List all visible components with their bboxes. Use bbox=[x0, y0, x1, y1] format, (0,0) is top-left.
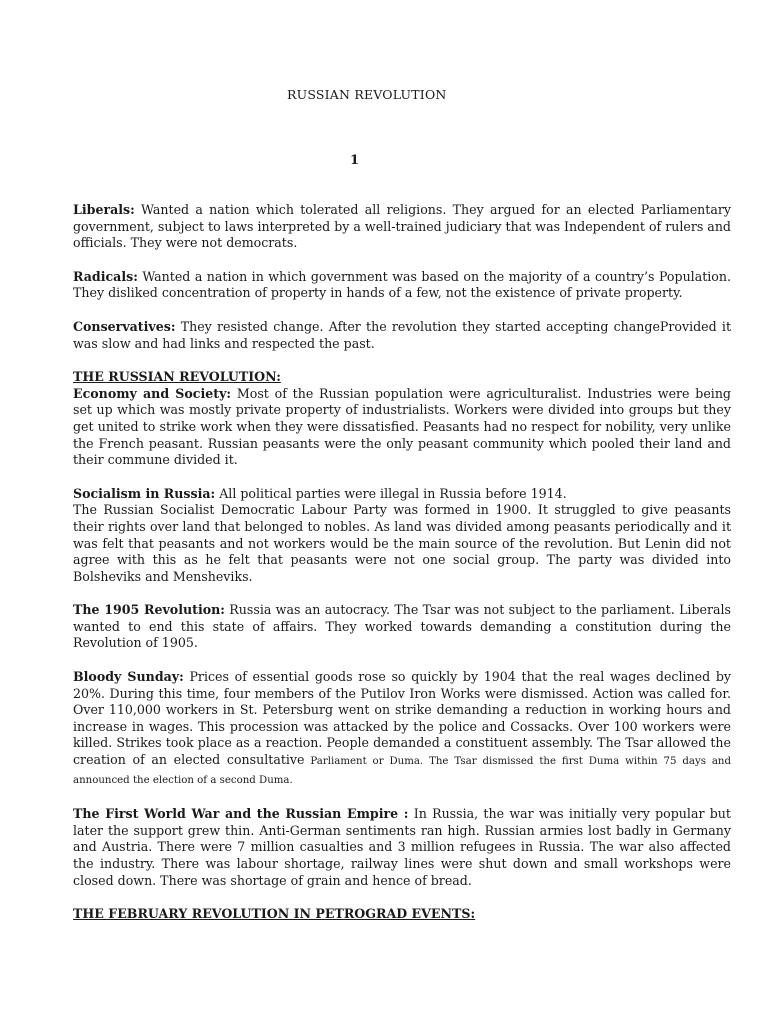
paragraph-liberals-text: Wanted a nation which tolerated all religions. They argued for an elected Parliamentary government, subject to laws interpreted by a well-trained judiciary that was Independent of rulers and officials. They were not democrats. bbox=[73, 202, 731, 251]
section-heading-russian-revolution: THE RUSSIAN REVOLUTION: bbox=[73, 369, 281, 385]
term-liberals: Liberals: bbox=[73, 202, 135, 217]
paragraph-liberals bbox=[73, 202, 731, 252]
paragraph-bloody-sunday bbox=[73, 669, 731, 789]
paragraph-conservatives-text: They resisted change. After the revolution they started accepting changeProvided it was slow and had links and respected the past. bbox=[73, 318, 731, 351]
paragraph-economy bbox=[73, 386, 731, 469]
paragraph-conservatives bbox=[73, 319, 731, 352]
paragraph-bloody-sunday-small-text: Parliament or Duma. The Tsar dismissed the first Duma within 75 days and announced the election of a second Duma. bbox=[73, 756, 732, 786]
term-first-world-war: The First World War and the Russian Empire : bbox=[73, 806, 409, 822]
document-body bbox=[73, 202, 731, 923]
document-title: RUSSIAN REVOLUTION bbox=[287, 87, 447, 102]
paragraph-socialism-continued: The Russian Socialist Democratic Labour Party was formed in 1900. It struggled to give peasants their rights over land that belonged to nobles. As land was divided among peasants periodically and it was felt that peasants and not workers would be the main source of the revolution. But Lenin did not agree with this as he felt that peasants were not one social group. The party was divided into Bolsheviks and Mensheviks. bbox=[73, 502, 731, 584]
paragraph-radicals bbox=[73, 269, 731, 302]
paragraph-first-world-war-text: In Russia, the war was initially very popular but later the support grew thin. Anti-German sentiments ran high. Russian armies lost badly in Germany and Austria. There were 7 million casualties and 3 million refugees in Russia. The war also affected the industry. There was labour shortage, railway lines were shut down and small workshops were closed down. There was shortage of grain and hence of bread. bbox=[73, 806, 731, 888]
section-heading-february-revolution: THE FEBRUARY REVOLUTION IN PETROGRAD EVENTS: bbox=[73, 906, 476, 922]
document-page bbox=[73, 0, 731, 1024]
paragraph-1905-revolution bbox=[73, 602, 731, 652]
paragraph-radicals-text: Wanted a nation in which government was based on the majority of a country’s Population. They disliked concentration of property in hands of a few, not the existence of private property. bbox=[73, 268, 731, 301]
paragraph-economy-text: Most of the Russian population were agriculturalist. Industries were being set up which was mostly private property of industrialists. Workers were divided into groups but they get united to strike work when they were dissatisfied. Peasants had no respect for nobility, very unlike the French peasant. Russian peasants were the only peasant community which pooled their land and their commune divided it. bbox=[73, 385, 731, 468]
paragraph-socialism-text: All political parties were illegal in Russia before 1914. bbox=[215, 485, 567, 501]
paragraph-first-world-war bbox=[73, 806, 731, 889]
term-economy: Economy and Society: bbox=[73, 385, 232, 401]
paragraph-bloody-sunday-text: Prices of essential goods rose so quickly by 1904 that the real wages declined by 20%. During this time, four members of the Putilov Iron Works were dismissed. Action was called for. Over 110,000 workers in St. Petersburg went on strike demanding a reduction in working hours and increase in wages. This procession was attacked by the police and Cossacks. Over 100 workers were killed. Strikes took place as a reaction. People demanded a constituent assembly. The Tsar allowed the creation of an elected consultative bbox=[73, 669, 732, 768]
paragraph-1905-revolution-text: Russia was an autocracy. The Tsar was not subject to the parliament. Liberals wanted to end this state of affairs. They worked towards demanding a constitution during the Revolution of 1905. bbox=[73, 602, 731, 651]
term-conservatives: Conservatives: bbox=[73, 318, 176, 334]
term-socialism: Socialism in Russia: bbox=[73, 485, 216, 501]
term-1905-revolution: The 1905 Revolution: bbox=[73, 602, 225, 618]
term-radicals: Radicals: bbox=[73, 268, 138, 284]
term-bloody-sunday: Bloody Sunday: bbox=[73, 669, 184, 685]
paragraph-socialism bbox=[73, 486, 731, 503]
page-number: 1 bbox=[350, 153, 360, 168]
